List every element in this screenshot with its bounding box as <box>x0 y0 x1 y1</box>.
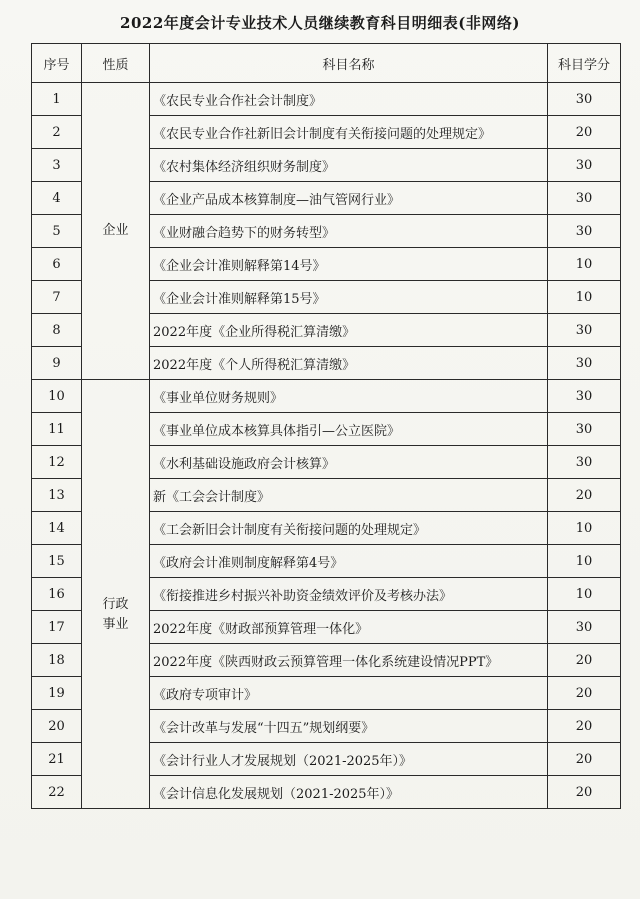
row-course-name: 2022年度《个人所得税汇算清缴》 <box>150 347 548 380</box>
row-credit: 30 <box>548 215 621 248</box>
row-seq: 13 <box>32 479 82 512</box>
row-seq: 9 <box>32 347 82 380</box>
row-credit: 20 <box>548 479 621 512</box>
row-credit: 20 <box>548 116 621 149</box>
table-body <box>32 83 621 809</box>
category-label: 企业 <box>102 223 129 238</box>
page-title: 2022年度会计专业技术人员继续教育科目明细表(非网络) <box>120 14 520 32</box>
row-course-name: 《农村集体经济组织财务制度》 <box>150 149 548 182</box>
row-course-name: 《农民专业合作社会计制度》 <box>150 83 548 116</box>
row-credit: 30 <box>548 446 621 479</box>
row-course-name: 2022年度《陕西财政云预算管理一体化系统建设情况PPT》 <box>150 644 548 677</box>
row-course-name: 《企业产品成本核算制度—油气管网行业》 <box>150 182 548 215</box>
row-seq: 6 <box>32 248 82 281</box>
row-credit: 30 <box>548 182 621 215</box>
category-enterprise <box>82 83 150 380</box>
category-label: 行政 <box>102 597 129 612</box>
row-credit: 30 <box>548 347 621 380</box>
row-seq: 21 <box>32 743 82 776</box>
category-label: 事业 <box>102 617 129 632</box>
category-public <box>82 380 150 809</box>
header-credit: 科目学分 <box>548 44 621 83</box>
row-seq: 4 <box>32 182 82 215</box>
row-credit: 20 <box>548 677 621 710</box>
table-row <box>32 83 621 116</box>
row-course-name: 《企业会计准则解释第15号》 <box>150 281 548 314</box>
row-course-name: 《会计信息化发展规划（2021-2025年）》 <box>150 776 548 809</box>
row-credit: 30 <box>548 380 621 413</box>
row-credit: 20 <box>548 710 621 743</box>
row-seq: 17 <box>32 611 82 644</box>
row-seq: 2 <box>32 116 82 149</box>
row-seq: 22 <box>32 776 82 809</box>
table-row <box>32 380 621 413</box>
row-course-name: 《业财融合趋势下的财务转型》 <box>150 215 548 248</box>
row-course-name: 新《工会会计制度》 <box>150 479 548 512</box>
header-category: 性质 <box>82 44 150 83</box>
row-credit: 30 <box>548 149 621 182</box>
row-credit: 10 <box>548 578 621 611</box>
row-course-name: 《衔接推进乡村振兴补助资金绩效评价及考核办法》 <box>150 578 548 611</box>
row-seq: 19 <box>32 677 82 710</box>
row-seq: 10 <box>32 380 82 413</box>
course-table <box>31 43 621 809</box>
row-credit: 10 <box>548 248 621 281</box>
row-seq: 11 <box>32 413 82 446</box>
row-seq: 16 <box>32 578 82 611</box>
row-seq: 18 <box>32 644 82 677</box>
row-seq: 1 <box>32 83 82 116</box>
row-course-name: 《事业单位成本核算具体指引—公立医院》 <box>150 413 548 446</box>
row-course-name: 《会计行业人才发展规划（2021-2025年）》 <box>150 743 548 776</box>
row-course-name: 2022年度《财政部预算管理一体化》 <box>150 611 548 644</box>
table-header-row <box>32 44 621 83</box>
row-course-name: 《农民专业合作社新旧会计制度有关衔接问题的处理规定》 <box>150 116 548 149</box>
row-seq: 5 <box>32 215 82 248</box>
row-course-name: 《水利基础设施政府会计核算》 <box>150 446 548 479</box>
row-credit: 10 <box>548 545 621 578</box>
row-course-name: 2022年度《企业所得税汇算清缴》 <box>150 314 548 347</box>
row-credit: 20 <box>548 776 621 809</box>
row-credit: 20 <box>548 743 621 776</box>
row-course-name: 《工会新旧会计制度有关衔接问题的处理规定》 <box>150 512 548 545</box>
row-credit: 30 <box>548 611 621 644</box>
row-course-name: 《政府会计准则制度解释第4号》 <box>150 545 548 578</box>
row-course-name: 《会计改革与发展“十四五”规划纲要》 <box>150 710 548 743</box>
header-name: 科目名称 <box>150 44 548 83</box>
row-credit: 30 <box>548 413 621 446</box>
row-credit: 10 <box>548 512 621 545</box>
row-seq: 15 <box>32 545 82 578</box>
header-seq: 序号 <box>32 44 82 83</box>
row-credit: 20 <box>548 644 621 677</box>
row-course-name: 《政府专项审计》 <box>150 677 548 710</box>
row-credit: 30 <box>548 314 621 347</box>
row-credit: 10 <box>548 281 621 314</box>
row-seq: 12 <box>32 446 82 479</box>
row-seq: 3 <box>32 149 82 182</box>
row-seq: 7 <box>32 281 82 314</box>
row-seq: 20 <box>32 710 82 743</box>
row-course-name: 《事业单位财务规则》 <box>150 380 548 413</box>
row-seq: 14 <box>32 512 82 545</box>
row-course-name: 《企业会计准则解释第14号》 <box>150 248 548 281</box>
row-credit: 30 <box>548 83 621 116</box>
row-seq: 8 <box>32 314 82 347</box>
